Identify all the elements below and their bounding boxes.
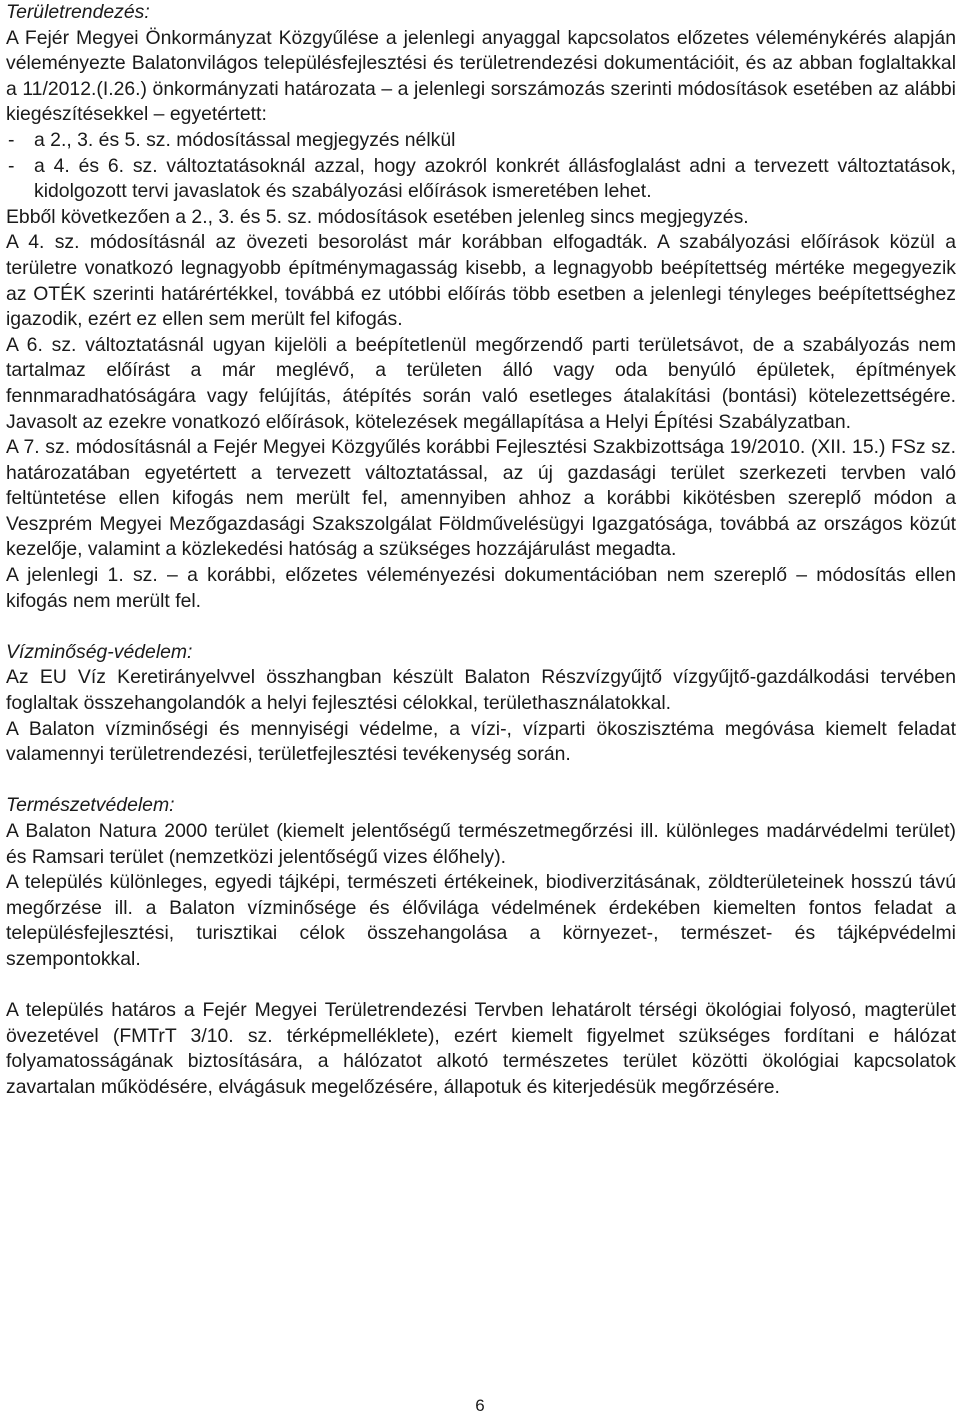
- paragraph: A 4. sz. módosításnál az övezeti besorolást már korábban elfogadták. A szabályozási előírások közül a területre vonatkozó legnagyobb építménymagasság kisebb, a legnagyobb beépítettség mértéke megegyezik az OTÉK szerinti határértékkel, továbbá ez utóbbi előírás több esetben a jelenlegi tényleges beépítettséghez igazodik, ezért ez ellen sem merült fel kifogás.: [6, 231, 956, 331]
- section-heading-vizminoseg: Vízminőség-védelem:: [6, 640, 193, 663]
- section-heading-teruletrendezes: Területrendezés:: [6, 1, 150, 23]
- list-bullet: -: [8, 154, 15, 177]
- paragraph-intro: A Fejér Megyei Önkormányzat Közgyűlése a jelenlegi anyaggal kapcsolatos előzetes véleménykérés alapján véleményezte Balatonvilágos településfejlesztési és területrendezési dokumentációit, és az abban foglaltakkal a 11/2012.(I.26.) önkormányzati határozata – a jelenlegi sorszámozás szerinti módosítások esetében az alábbi kiegészítésekkel – egyetértett:: [6, 26, 956, 126]
- document-page: [6, 0, 956, 1101]
- paragraph: Az EU Víz Keretirányelvvel összhangban készült Balaton Részvízgyűjtő vízgyűjtő-gazdálkodási tervében foglaltak összehangolandók a helyi fejlesztési célokkal, területhasználatokkal.: [6, 666, 956, 715]
- list-item: [6, 154, 956, 205]
- list-item-text: a 2., 3. és 5. sz. módosítással megjegyzés nélkül: [34, 128, 456, 151]
- page-number: 6: [475, 1396, 485, 1415]
- list-item: [6, 128, 956, 154]
- list-bullet: -: [8, 128, 15, 151]
- paragraph-closing: A település határos a Fejér Megyei Területrendezési Tervben lehatárolt térségi ökológiai folyosó, magterület övezetével (FMTrT 3/10. sz. térképmelléklete), ezért kiemelt figyelmet szükséges fordítani e hálózat folyamatosságának biztosítására, a hálózatot alkotó természetes terület közötti ökológiai kapcsolatok zavartalan működésére, elvágásuk megelőzésére, állapotuk és kiterjedésük megőrzésére.: [6, 999, 956, 1098]
- paragraph: A Balaton vízminőségi és mennyiségi védelme, a vízi-, vízparti ökoszisztéma megóvása kiemelt feladat valamennyi területrendezési, területfejlesztési tevékenység során.: [6, 717, 956, 766]
- paragraph: A 7. sz. módosításnál a Fejér Megyei Közgyűlés korábbi Fejlesztési Szakbizottsága 19/2010. (XII. 15.) FSz sz. határozatában egyetértett a tervezett változtatással, az új gazdasági terület szerkezeti tervben való feltüntetése ellen kifogás nem merült fel, amennyiben ahhoz a korábbi kikötésben szereplő módon a Veszprém Megyei Mezőgazdasági Szakszolgálat Földművelésügyi Igazgatósága, továbbá az országos közút kezelője, valamint a közlekedési hatóság a szükséges hozzájárulást megadta.: [6, 436, 956, 561]
- paragraph: A jelenlegi 1. sz. – a korábbi, előzetes véleményezési dokumentációban nem szereplő – módosítás ellen kifogás nem merült fel.: [6, 564, 956, 612]
- paragraph: A település különleges, egyedi tájképi, természeti értékeinek, biodiverzitásának, zöldterületeinek hosszú távú megőrzése ill. a Balaton vízminősége és élővilága védelmének érdekében kiemelten fontos feladat a településfejlesztési, turisztikai célok összehangolása a környezet-, természet- és tájképvédelmi szempontokkal.: [6, 871, 956, 970]
- paragraph: Ebből következően a 2., 3. és 5. sz. módosítások esetében jelenleg sincs megjegyzés.: [6, 205, 749, 228]
- list-item-text: a 4. és 6. sz. változtatásoknál azzal, hogy azokról konkrét állásfoglalást adni a tervezett változtatások, kidolgozott tervi javaslatok és szabályozási előírások ismeretében lehet.: [34, 154, 956, 203]
- paragraph: A 6. sz. változtatásnál ugyan kijelöli a beépítetlenül megőrzendő parti területsávot, de a szabályozás nem tartalmaz előírást a már meglévő, a területen álló vagy oda benyúló épületek, építmények fennmaradhatóságára vagy felújítás, átépítés során való esetleges átalakítási (bontási) kötelezettségére. Javasolt az ezekre vonatkozó előírások, kötelezések megállapítása a Helyi Építési Szabályzatban.: [6, 333, 956, 433]
- paragraph: A Balaton Natura 2000 terület (kiemelt jelentőségű természetmegőrzési ill. különleges madárvédelmi terület) és Ramsari terület (nemzetközi jelentőségű vizes élőhely).: [6, 820, 956, 868]
- section-heading-termeszetvedelem: Természetvédelem:: [6, 794, 175, 817]
